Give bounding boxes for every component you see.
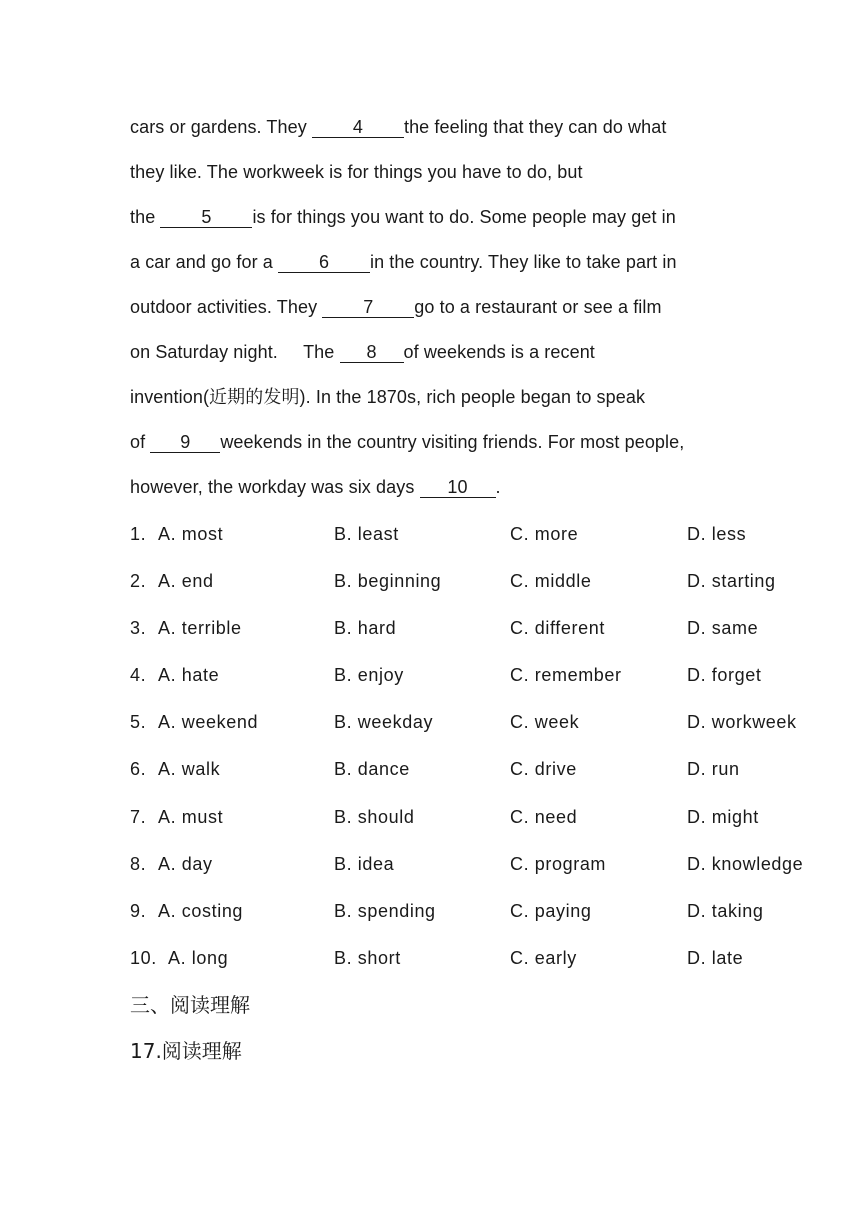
answer-blank: 9 [150, 432, 220, 453]
text-segment: . [495, 477, 501, 497]
question-row [130, 852, 830, 876]
option-d: D. workweek [687, 712, 797, 732]
option-a: A. hate [158, 665, 220, 685]
option-b: B. enjoy [334, 665, 404, 685]
option-c: C. need [510, 807, 578, 827]
question-number: 4. [130, 665, 147, 685]
option-b: B. spending [334, 901, 436, 921]
option-c: C. week [510, 712, 580, 732]
answer-blank: 5 [160, 207, 252, 228]
question-row [130, 757, 830, 781]
option-d: D. run [687, 759, 740, 779]
option-a: A. terrible [158, 618, 242, 638]
answer-blank: 7 [322, 297, 414, 318]
option-b: B. hard [334, 618, 397, 638]
option-a: A. costing [158, 901, 244, 921]
option-b: B. least [334, 524, 399, 544]
option-c: C. remember [510, 665, 622, 685]
answer-blank: 8 [340, 342, 404, 363]
passage-line [130, 206, 676, 228]
option-d: D. less [687, 524, 747, 544]
option-b: B. should [334, 807, 415, 827]
passage-line [130, 341, 595, 363]
text-segment: in the country. They like to take part in [370, 252, 677, 272]
option-c: C. more [510, 524, 579, 544]
text-segment: weekends in the country visiting friends. For most people, [220, 432, 685, 452]
text-segment: they like. The workweek is for things you have to do, but [130, 162, 583, 182]
question-number: 1. [130, 524, 147, 544]
option-b: B. beginning [334, 571, 442, 591]
option-c: C. different [510, 618, 605, 638]
option-d: D. taking [687, 901, 764, 921]
text-segment: the [130, 207, 161, 227]
option-c: C. early [510, 948, 577, 968]
text-segment: cars or gardens. They [130, 117, 312, 137]
question-number: 9. [130, 901, 147, 921]
option-b: B. idea [334, 854, 395, 874]
option-c: C. paying [510, 901, 592, 921]
option-a: A. walk [158, 759, 221, 779]
question-number: 5. [130, 712, 147, 732]
question-row [130, 522, 830, 546]
question-number: 2. [130, 571, 147, 591]
question-number: 3. [130, 618, 147, 638]
option-a: A. end [158, 571, 214, 591]
text-segment: outdoor activities. They [130, 297, 323, 317]
question-row [130, 616, 830, 640]
text-segment: of [130, 432, 151, 452]
option-d: D. starting [687, 571, 776, 591]
question-row [130, 805, 830, 829]
question-row [130, 946, 830, 970]
text-segment: however, the workday was six days [130, 477, 420, 497]
question-row [130, 663, 830, 687]
answer-blank: 10 [420, 477, 496, 498]
question-heading: 17.阅读理解 [130, 1039, 242, 1063]
text-segment: of weekends is a recent [403, 342, 595, 362]
question-number: 8. [130, 854, 147, 874]
option-d: D. same [687, 618, 759, 638]
option-a: A. weekend [158, 712, 259, 732]
text-segment: is for things you want to do. Some people may get in [252, 207, 676, 227]
option-b: B. dance [334, 759, 410, 779]
text-segment: the feeling that they can do what [403, 117, 667, 137]
passage-line [130, 296, 662, 318]
option-c: C. middle [510, 571, 592, 591]
question-number: 7. [130, 807, 147, 827]
option-d: D. knowledge [687, 854, 804, 874]
question-number: 10. [130, 948, 157, 968]
answer-blank: 4 [312, 117, 404, 138]
text-segment: go to a restaurant or see a film [414, 297, 662, 317]
section-heading: 三、阅读理解 [130, 993, 250, 1017]
option-b: B. weekday [334, 712, 434, 732]
text-segment: on Saturday night. The [130, 342, 340, 362]
passage-line [130, 116, 666, 138]
option-b: B. short [334, 948, 401, 968]
question-row [130, 710, 830, 734]
answer-blank: 6 [278, 252, 370, 273]
option-a: A. must [158, 807, 224, 827]
option-c: C. drive [510, 759, 577, 779]
passage-line [130, 476, 501, 498]
question-number: 6. [130, 759, 147, 779]
option-a: A. long [168, 948, 229, 968]
passage-line [130, 161, 583, 183]
passage-line [130, 431, 684, 453]
question-row [130, 569, 830, 593]
option-d: D. late [687, 948, 744, 968]
passage-line [130, 251, 677, 273]
option-a: A. most [158, 524, 224, 544]
option-c: C. program [510, 854, 607, 874]
text-segment: a car and go for a [130, 252, 278, 272]
option-a: A. day [158, 854, 213, 874]
text-segment: invention(近期的发明). In the 1870s, rich people began to speak [130, 387, 646, 407]
option-d: D. might [687, 807, 759, 827]
option-d: D. forget [687, 665, 762, 685]
passage-line [130, 386, 645, 408]
question-row [130, 899, 830, 923]
